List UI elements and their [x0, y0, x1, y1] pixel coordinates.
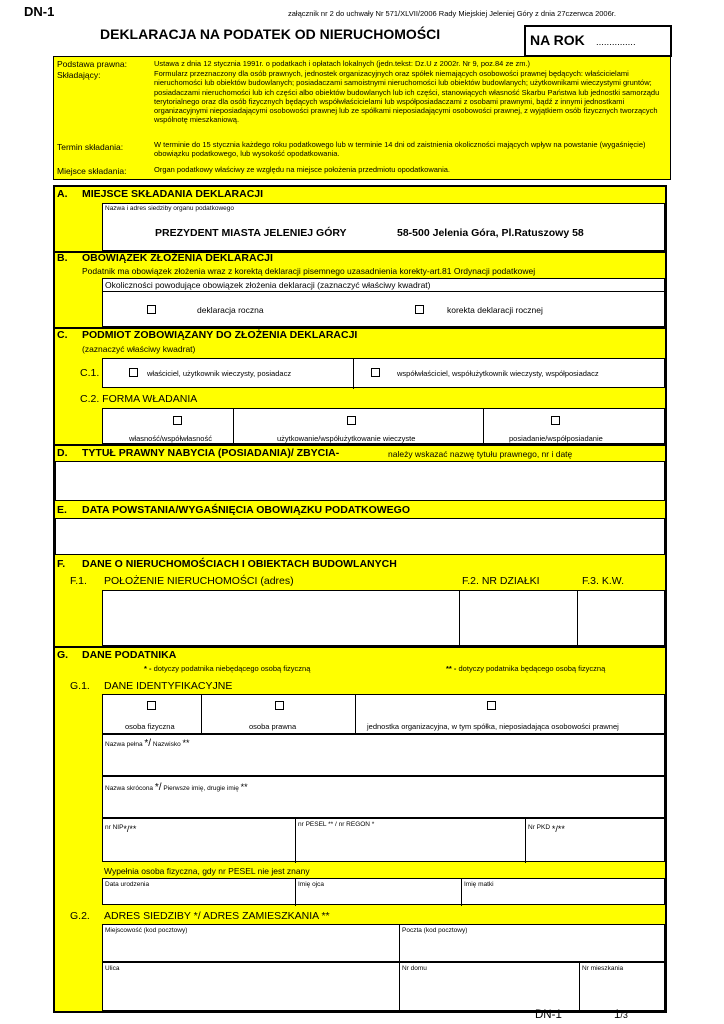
section-b-note: Podatnik ma obowiązek złożenia wraz z korektą deklaracji pisemnego uzasadnienia korekty-art.81 Ordynacji podatkowej: [82, 266, 536, 276]
c1-field: [102, 358, 665, 388]
g1-number: G.1.: [70, 680, 90, 692]
father-name-label: Imię ojca: [298, 881, 325, 888]
perpetual-usufruct-label: użytkowanie/współużytkowanie wieczyste: [277, 434, 416, 443]
section-e-title: DATA POWSTANIA/WYGAŚNIĘCIA OBOWIĄZKU PODATKOWEGO: [82, 504, 411, 516]
f1-number: F.1.: [70, 575, 87, 587]
legal-person-checkbox[interactable]: [275, 701, 284, 710]
g2-number: G.2.: [70, 910, 90, 922]
info-text-basis: Ustawa z dnia 12 stycznia 1991r. o podatkach i opłatach lokalnych (jedn.tekst: Dz.U z 2002r. Nr 9, poz.84 ze zm.): [154, 59, 531, 68]
authority-name: PREZYDENT MIASTA JELENIEJ GÓRY: [155, 227, 347, 239]
f1-label: POŁOŻENIE NIERUCHOMOŚCI (adres): [104, 575, 294, 587]
short-name-field[interactable]: [102, 776, 665, 818]
correction-label: korekta deklaracji rocznej: [447, 305, 543, 315]
pesel-note: Wypełnia osoba fizyczna, gdy nr PESEL nie jest znany: [104, 866, 310, 876]
info-text-place: Organ podatkowy właściwy ze względu na miejsce położenia przedmiotu opodatkowania.: [154, 165, 450, 174]
legal-note: załącznik nr 2 do uchwały Nr 571/XLVII/2006 Rady Miejskiej Jeleniej Góry z dnia 27czerwca 2006r.: [288, 9, 616, 18]
owner-label: właściciel, użytkownik wieczysty, posiadacz: [147, 369, 292, 378]
authority-field-label: Nazwa i adres siedziby organu podatkowego: [105, 205, 234, 212]
id-numbers-row: [102, 818, 665, 862]
post-office-label: Poczta (kod pocztowy): [402, 927, 468, 934]
possession-checkbox[interactable]: [551, 416, 560, 425]
full-name-field[interactable]: [102, 734, 665, 776]
personal-data-row: [102, 878, 665, 905]
form-code: DN-1: [24, 4, 55, 19]
short-name-label: Nazwa skrócona */ Pierwsze imię, drugie imię **: [105, 782, 248, 793]
g1-label: DANE IDENTYFIKACYJNE: [104, 680, 233, 692]
flat-no-label: Nr mieszkania: [582, 965, 624, 972]
organizational-unit-label: jednostka organizacyjna, w tym spółka, nieposiadająca osobowości prawnej: [367, 722, 619, 731]
year-label: NA ROK: [530, 32, 585, 48]
info-text-submitter: Formularz przeznaczony dla osób prawnych, jednostek organizacyjnych oraz spółek niemających osobowości prawnej będących: właścicielami nieruchomości lub obiektów budowlanych; posiadaczami samoistnymi nieruchomości lub obiektów budowlanych; użytkownikami wieczystymi gruntów; posiadaczami nieruchomości lub ich części albo obiektów budowlanych lub ich części, stanowiących własność Skarbu Państwa lub jednostki samorządu terytorialnego oraz dla osób fizycznych będących współwłaścicielami lub współposiadaczami z osobami prawnymi, bądź z innymi jednostkami organizacyjnymi nieposiadającymi osobowości prawnej lub ze spółkami nieposiadającymi osobowości prawnej, z wyjątkiem osób fizycznych tworzących wspólnotę mieszkaniową.: [154, 69, 660, 125]
correction-checkbox[interactable]: [415, 305, 424, 314]
info-label-place: Miejsce składania:: [57, 166, 127, 176]
section-a-title: MIEJSCE SKŁADANIA DEKLARACJI: [82, 188, 264, 200]
f2-label: F.2. NR DZIAŁKI: [462, 575, 540, 587]
legal-title-field[interactable]: [55, 461, 665, 501]
c1-label: C.1.: [80, 367, 100, 379]
note-legal-entity: * - dotyczy podatnika niebędącego osobą fizyczną: [144, 664, 311, 673]
birth-date-label: Data urodzenia: [105, 881, 150, 888]
footer-form-code: DN-1: [535, 1009, 562, 1021]
section-c-note: (zaznaczyć właściwy kwadrat): [82, 344, 196, 354]
taxpayer-type-field: [102, 694, 665, 734]
info-label-submitter: Składający:: [57, 70, 101, 80]
info-text-deadline: W terminie do 15 stycznia każdego roku podatkowego lub w terminie 14 dni od zaistnienia okoliczności mających wpływ na powstanie (wygaśnięcie) obowiązku podatkowego, lub wysokość opodatkowania.: [154, 140, 646, 159]
pkd-label: Nr PKD */**: [528, 824, 565, 834]
note-natural-person: ** - dotyczy podatnika będącego osobą fizyczną: [446, 664, 606, 673]
page-number: 1/3: [614, 1009, 628, 1021]
year-dots: ...............: [596, 37, 636, 48]
co-owner-label: współwłaściciel, współużytkownik wieczysty, współposiadacz: [397, 369, 599, 378]
c2-label: C.2. FORMA WŁADANIA: [80, 393, 198, 405]
section-d-title: TYTUŁ PRAWNY NABYCIA (POSIADANIA)/ ZBYCIA-: [82, 447, 340, 459]
organizational-unit-checkbox[interactable]: [487, 701, 496, 710]
info-label-basis: Podstawa prawna:: [57, 59, 127, 69]
info-label-deadline: Termin składania:: [57, 142, 124, 152]
house-no-label: Nr domu: [402, 965, 427, 972]
section-f-letter: F.: [57, 558, 66, 570]
legal-person-label: osoba prawna: [249, 722, 297, 731]
full-name-label: Nazwa pełna */ Nazwisko **: [105, 738, 190, 749]
mother-name-label: Imię matki: [464, 881, 494, 888]
obligation-date-field[interactable]: [55, 518, 665, 555]
nip-label: nr NIP*/**: [105, 824, 137, 834]
co-owner-checkbox[interactable]: [371, 368, 380, 377]
authority-field: [102, 203, 665, 251]
circumstances-field: [102, 278, 665, 327]
ownership-checkbox[interactable]: [173, 416, 182, 425]
address-row-1: [102, 924, 665, 962]
natural-person-label: osoba fizyczna: [125, 722, 175, 731]
section-d-hint: należy wskazać nazwę tytułu prawnego, nr i datę: [388, 449, 573, 459]
f3-label: F.3. K.W.: [582, 575, 625, 587]
section-a-letter: A.: [57, 188, 68, 200]
perpetual-usufruct-checkbox[interactable]: [347, 416, 356, 425]
annual-declaration-checkbox[interactable]: [147, 305, 156, 314]
pesel-regon-label: nr PESEL ** / nr REGON *: [298, 821, 375, 828]
section-f-title: DANE O NIERUCHOMOŚCIACH I OBIEKTACH BUDOWLANYCH: [82, 558, 397, 570]
authority-address: 58-500 Jelenia Góra, Pl.Ratuszowy 58: [397, 227, 584, 239]
g2-label: ADRES SIEDZIBY */ ADRES ZAMIESZKANIA **: [104, 910, 330, 922]
section-e-letter: E.: [57, 504, 67, 516]
page-title: DEKLARACJA NA PODATEK OD NIERUCHOMOŚCI: [100, 26, 441, 42]
address-row-2: [102, 962, 665, 1011]
natural-person-checkbox[interactable]: [147, 701, 156, 710]
section-c-title: PODMIOT ZOBOWIĄZANY DO ZŁOŻENIA DEKLARACJI: [82, 329, 358, 341]
section-g-title: DANE PODATNIKA: [82, 649, 177, 661]
city-label: Miejscowość (kod pocztowy): [105, 927, 188, 934]
possession-label: posiadanie/współposiadanie: [509, 434, 603, 443]
info-block: [53, 56, 671, 180]
property-table: [102, 590, 665, 646]
c2-field: [102, 408, 665, 444]
annual-declaration-label: deklaracja roczna: [197, 305, 264, 315]
year-box[interactable]: [524, 25, 672, 57]
owner-checkbox[interactable]: [129, 368, 138, 377]
section-b-title: OBOWIĄZEK ZŁOŻENIA DEKLARACJI: [82, 252, 273, 264]
street-label: Ulica: [105, 965, 120, 972]
section-g-letter: G.: [57, 649, 69, 661]
section-b-letter: B.: [57, 252, 68, 264]
ownership-label: własność/współwłasność: [129, 434, 212, 443]
section-c-letter: C.: [57, 329, 68, 341]
circumstances-label: Okoliczności powodujące obowiązek złożenia deklaracji (zaznaczyć właściwy kwadrat): [105, 280, 431, 290]
section-d-letter: D.: [57, 447, 68, 459]
